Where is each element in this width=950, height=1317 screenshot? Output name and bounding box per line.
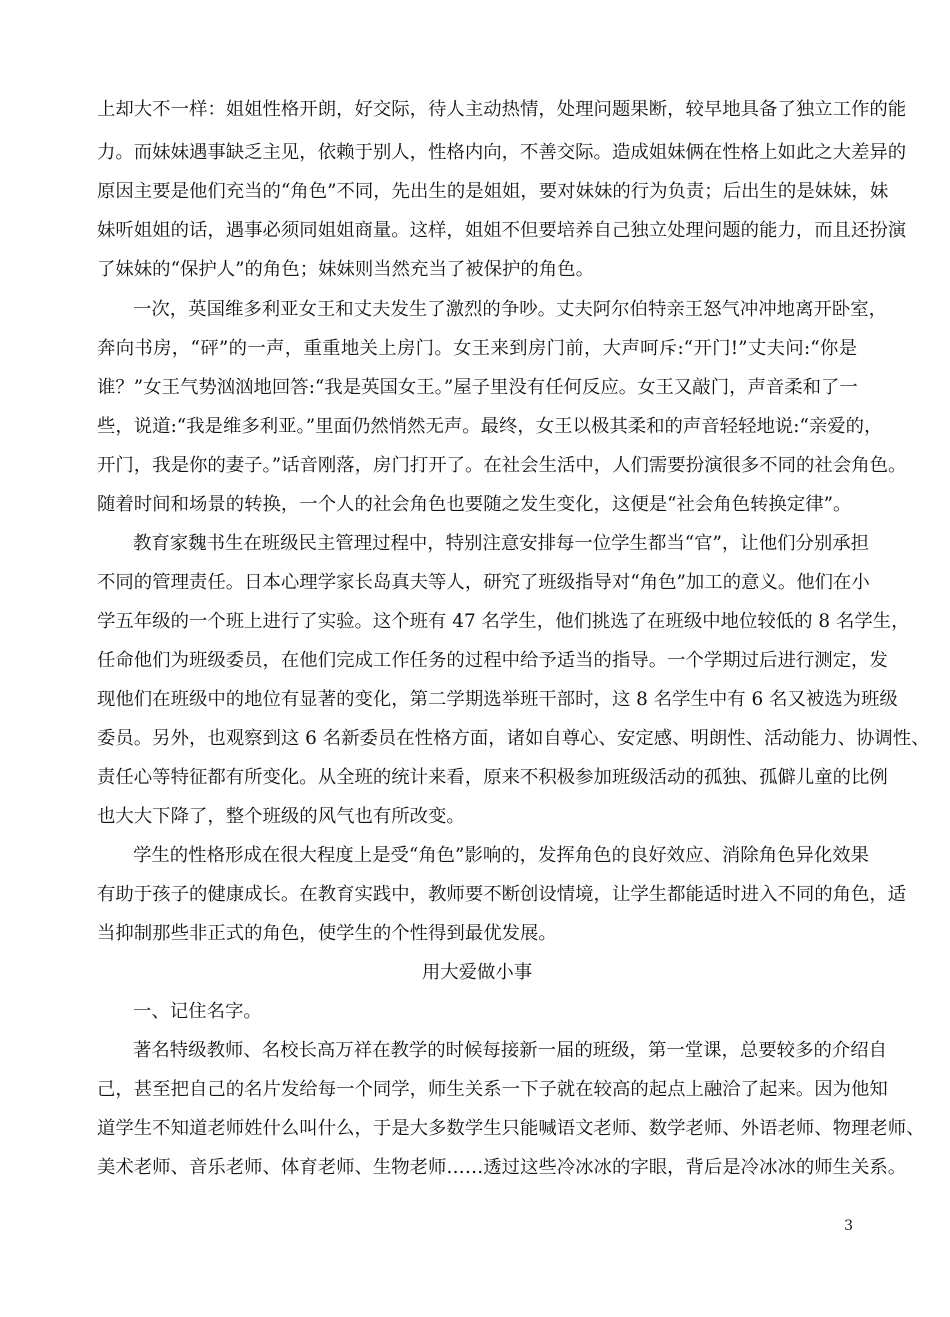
text-line: 责任心等特征都有所变化。从全班的统计来看，原来不积极参加班级活动的孤独、孤僻儿童的比例 bbox=[97, 767, 888, 788]
text-line: 开门，我是你的妻子。”话音刚落，房门打开了。在社会生活中，人们需要扮演很多不同的社会角色。 bbox=[97, 455, 907, 476]
text-line: 教育家魏书生在班级民主管理过程中，特别注意安排每一位学生都当“官”，让他们分别承担 bbox=[133, 533, 870, 554]
text-line: 原因主要是他们充当的“角色”不同，先出生的是姐姐，要对妹妹的行为负责；后出生的是妹妹，妹 bbox=[97, 181, 889, 202]
text-line: 美术老师、音乐老师、体育老师、生物老师……透过这些冷冰冰的字眼，背后是冷冰冰的师生关系。 bbox=[97, 1157, 907, 1178]
text-line: 随着时间和场景的转换，一个人的社会角色也要随之发生变化，这便是“社会角色转换定律”。 bbox=[97, 494, 852, 515]
text-line: 也大大下降了，整个班级的风气也有所改变。 bbox=[97, 806, 465, 827]
text-line: 学生的性格形成在很大程度上是受“角色”影响的，发挥角色的良好效应、消除角色异化效果 bbox=[133, 845, 870, 866]
text-line: 现他们在班级中的地位有显著的变化，第二学期选举班干部时，这 8 名学生中有 6 名又被选为班级 bbox=[97, 689, 898, 710]
text-line: 妹听姐姐的话，遇事必须同姐姐商量。这样，姐姐不但要培养自己独立处理问题的能力，而且还扮演 bbox=[97, 220, 907, 241]
section-title: 用大爱做小事 bbox=[421, 962, 533, 983]
text-line: 道学生不知道老师姓什么叫什么，于是大多数学生只能喊语文老师、数学老师、外语老师、物理老师、 bbox=[97, 1118, 925, 1139]
text-line: 些，说道:“我是维多利亚。”里面仍然悄然无声。最终，女王以极其柔和的声音轻轻地说:“亲爱的， bbox=[97, 416, 883, 437]
text-line: 有助于孩子的健康成长。在教育实践中，教师要不断创设情境，让学生都能适时进入不同的角色，适 bbox=[97, 884, 907, 905]
text-line: 己，甚至把自己的名片发给每一个同学，师生关系一下子就在较高的起点上融洽了起来。因为他知 bbox=[97, 1079, 888, 1100]
text-line: 委员。另外，也观察到这 6 名新委员在性格方面，诸如自尊心、安定感、明朗性、活动能力、协调性、 bbox=[97, 728, 930, 749]
text-line: 了妹妹的“保护人”的角色；妹妹则当然充当了被保护的角色。 bbox=[97, 259, 594, 280]
text-line: 著名特级教师、名校长高万祥在教学的时候每接新一届的班级，第一堂课，总要较多的介绍自 bbox=[133, 1040, 888, 1061]
text-line: 学五年级的一个班上进行了实验。这个班有 47 名学生，他们挑选了在班级中地位较低的 8 名学生， bbox=[97, 611, 910, 632]
text-line: 任命他们为班级委员，在他们完成工作任务的过程中给予适当的指导。一个学期过后进行测定，发 bbox=[97, 650, 888, 671]
text-line: 当抑制那些非正式的角色，使学生的个性得到最优发展。 bbox=[97, 923, 557, 944]
text-line: 力。而妹妹遇事缺乏主见，依赖于别人，性格内向，不善交际。造成姐妹俩在性格上如此之大差异的 bbox=[97, 142, 907, 163]
page-number: 3 bbox=[844, 1218, 853, 1234]
text-line: 上却大不一样：姐姐性格开朗，好交际，待人主动热情，处理问题果断，较早地具备了独立工作的能 bbox=[97, 99, 907, 120]
text-line: 不同的管理责任。日本心理学家长岛真夫等人，研究了班级指导对“角色”加工的意义。他们在小 bbox=[97, 572, 870, 593]
text-line: 奔向书房，“砰”的一声，重重地关上房门。女王来到房门前，大声呵斥:“开门!”丈夫问:“你是 bbox=[97, 338, 857, 359]
text-line: 谁？”女王气势汹汹地回答:“我是英国女王。”屋子里没有任何反应。女王又敲门，声音柔和了一 bbox=[97, 377, 858, 398]
section-subheading: 一、记住名字。 bbox=[133, 1001, 262, 1022]
text-line: 一次，英国维多利亚女王和丈夫发生了激烈的争吵。丈夫阿尔伯特亲王怒气冲冲地离开卧室， bbox=[133, 299, 888, 320]
